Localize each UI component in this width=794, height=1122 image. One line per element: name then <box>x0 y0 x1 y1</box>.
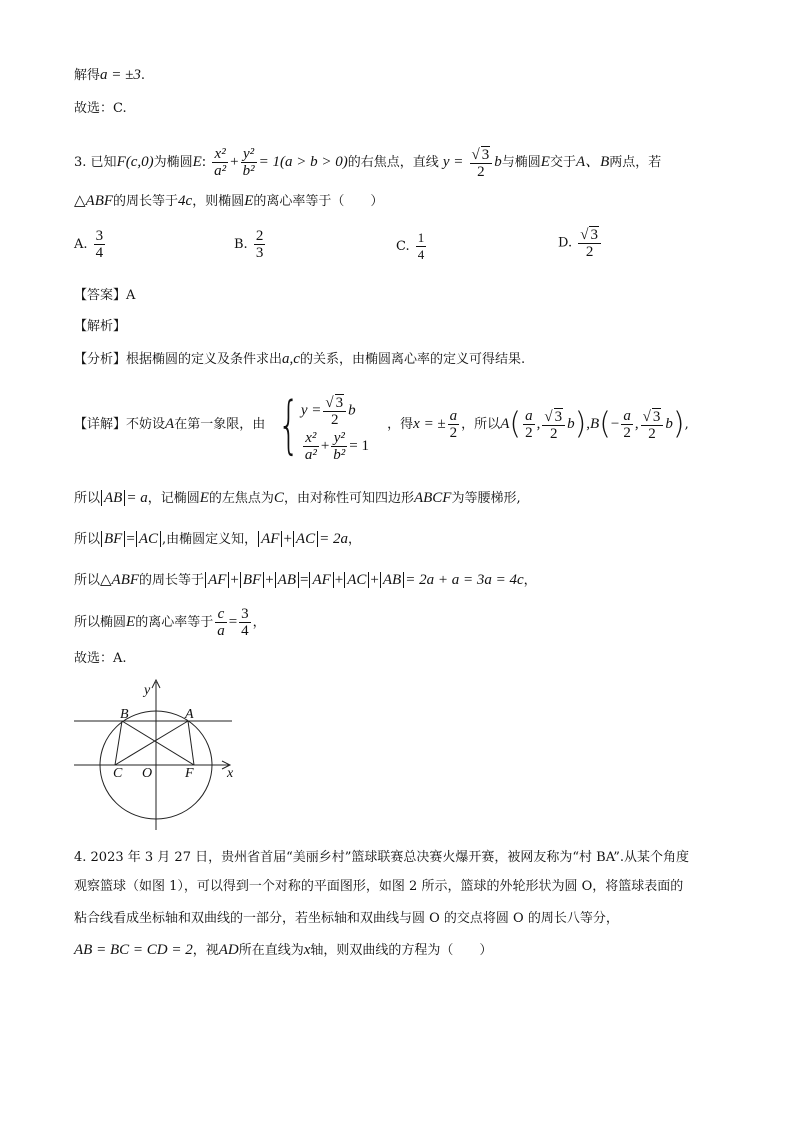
choose-a-line: 故选：A. <box>74 651 127 666</box>
segment-ac <box>115 721 188 765</box>
q3-stem-line2: △ABF的周长等于4c，则椭圆E的离心率等于（ ） <box>74 193 384 209</box>
step-line-1: 所以 AB = a，记椭圆E的左焦点为C，由对称性可知四边形ABCF为等腰梯形, <box>74 490 521 506</box>
option-b[interactable]: B. $\frac{2}{3}$ <box>234 228 264 261</box>
q4-line1: 4. 2023 年 3 月 27 日，贵州省首届“美丽乡村”篮球联赛总决赛火爆开赛，被网友称为“村 BA”.从某个角度 <box>74 850 689 865</box>
analysis-line: 【分析】根据椭圆的定义及条件求出a,c的关系，由椭圆离心率的定义可得结果. <box>74 351 526 367</box>
step-line-3: 所以△ABF的周长等于 AF + BF + AB = AF + AC + AB = 2a + a = 3a = 4c， <box>74 572 537 588</box>
system-brace: { <box>278 387 300 461</box>
q4-line3: 粘合线看成坐标轴和双曲线的一部分，若坐标轴和双曲线与圆 O 的交点将圆 O 的周长八等分， <box>74 911 619 926</box>
detail-line: 【详解】不妨设A在第一象限，由 { y = $\frac{√ 3}{2}$ b $\frac{\text{x²}}{\text{a²}}$ + $\frac{\text{y²}}{\text{b²}}$ = 1 ，得x = ± $\frac{a}{2}$ ，所以A( $\frac{a}{2}$ , $\frac{√ 3}{2}$ b),B(− $\frac{a}{2}$ , $\frac{√ 3}{2}$ b), <box>74 387 689 463</box>
step-line-2: 所以 BF = AC ,由椭圆定义知， AF + AC = 2a， <box>74 531 361 547</box>
label-f: F <box>185 766 194 781</box>
q4-line2: 观察篮球（如图 1），可以得到一个对称的平面图形，如图 2 所示，篮球的外轮形状为圆 O，将篮球表面的 <box>74 879 684 894</box>
equation-system: y = $\frac{√ 3}{2}$ b $\frac{\text{x²}}{\text{a²}}$ + $\frac{\text{y²}}{\text{b²}}$ = 1 <box>300 394 369 463</box>
choose-c-line: 故选：C. <box>74 101 127 116</box>
label-a: A <box>185 707 194 722</box>
option-c[interactable]: C. $\frac{1}{4}$ <box>396 230 425 262</box>
q3-stem-line1: 3. 已知F(c,0)为椭圆E: $\frac{\text{x²}}{\text{a²}}$ + $\frac{\text{y²}}{\text{b²}}$ = 1(a > b > 0)的右焦点，直线 y = $\frac{√ 3}{2}$ b与椭圆E交于A、B两点，若 <box>74 146 662 180</box>
ellipse-figure <box>70 676 250 834</box>
label-y: y <box>144 683 151 698</box>
label-x: x <box>227 766 234 781</box>
segment-bf <box>122 721 194 765</box>
label-c: C <box>113 766 123 781</box>
solve-line: 解得a = ±3. <box>74 67 146 83</box>
segment-af <box>188 721 194 765</box>
option-a[interactable]: A. $\frac{3}{4}$ <box>74 228 104 261</box>
q4-line4: AB = BC = CD = 2，视AD所在直线为x轴，则双曲线的方程为（ ） <box>74 942 493 958</box>
step-line-4: 所以椭圆E的离心率等于 $\frac{c}{a}$ = $\frac{3}{4}$ ， <box>74 606 266 639</box>
label-o: O <box>142 766 153 781</box>
analysis-head: 【解析】 <box>74 319 127 334</box>
option-d[interactable]: D. $\frac{√ 3}{2}$ <box>558 226 603 260</box>
label-b: B <box>120 707 129 722</box>
answer-line: 【答案】A <box>74 288 136 303</box>
